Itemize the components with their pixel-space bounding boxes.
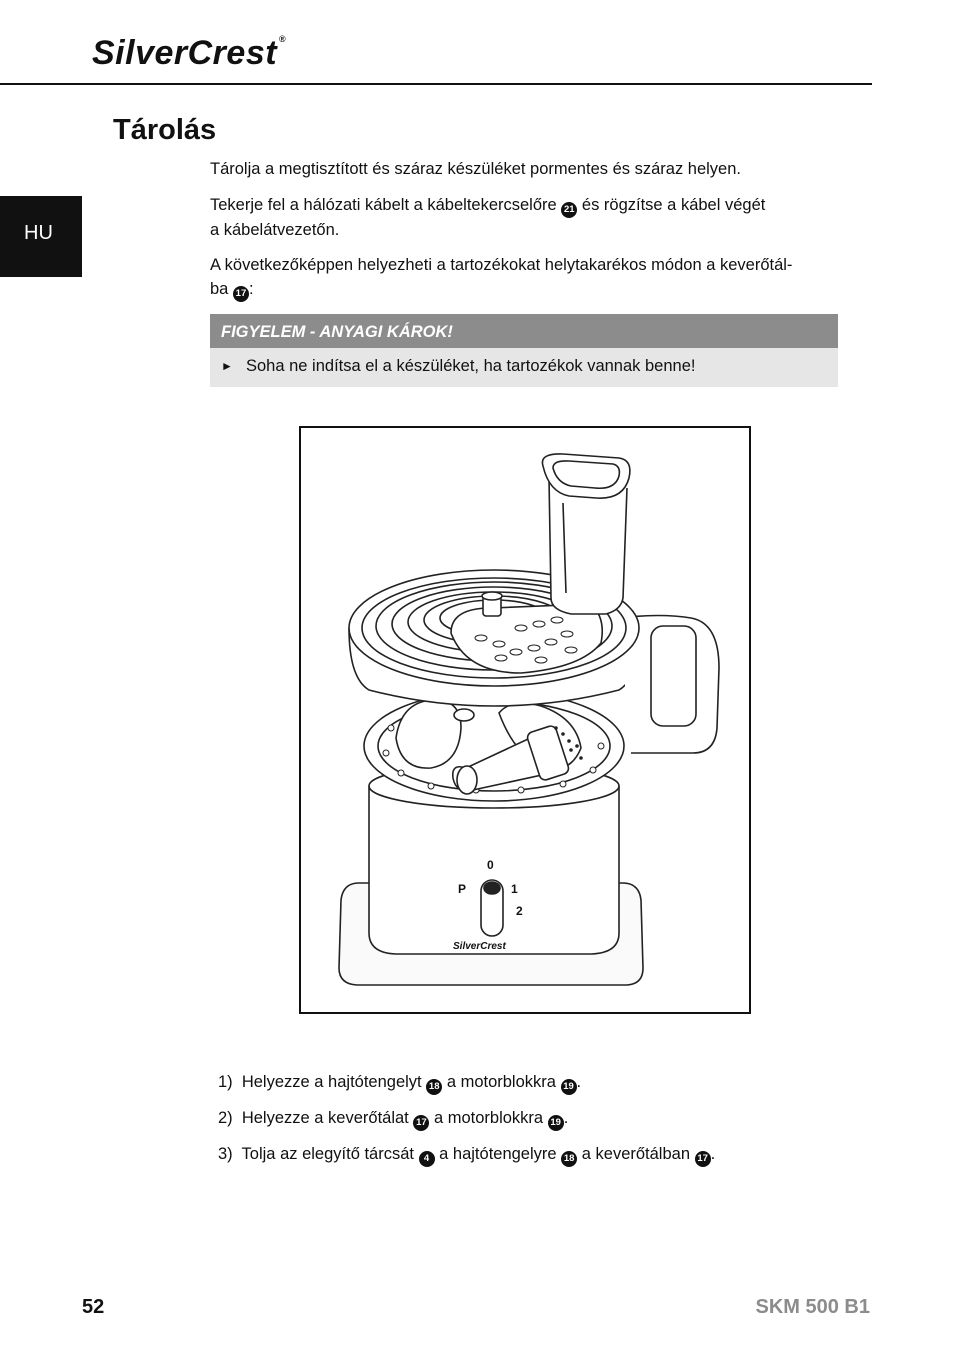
bullet-arrow-icon: ► — [221, 359, 233, 373]
warning-box — [210, 314, 838, 387]
registered-mark: ® — [279, 34, 287, 44]
page-number: 52 — [82, 1296, 105, 1318]
header-rule — [0, 83, 872, 85]
brand-logo — [92, 34, 286, 73]
ref-number: 17 — [695, 1151, 711, 1167]
step-number: 2) — [218, 1109, 233, 1127]
food-processor-illustration — [299, 426, 751, 1014]
step-3 — [218, 1143, 715, 1167]
ref-number: 19 — [548, 1115, 564, 1131]
step-2 — [218, 1107, 568, 1131]
paragraph-cable-text: Tekerje fel a hálózati kábelt a kábeltekercselőre — [210, 196, 557, 214]
step-text: a motorblokkra — [433, 1109, 544, 1127]
ref-number: 17 — [233, 286, 249, 302]
warning-body — [210, 348, 838, 387]
paragraph-storage: Tárolja a megtisztított és száraz készüléket pormentes és száraz helyen. — [210, 160, 741, 178]
step-text: a hajtótengelyre — [439, 1145, 557, 1163]
step-text: . — [563, 1109, 569, 1127]
paragraph-cable-text-3: a kábelátvezetőn. — [210, 221, 340, 239]
ref-number: 19 — [561, 1079, 577, 1095]
warning-text: Soha ne indítsa el a készüléket, ha tartozékok vannak benne! — [246, 357, 696, 375]
warning-heading: FIGYELEM - ANYAGI KÁROK! — [210, 314, 838, 348]
paragraph-accessories-colon: : — [248, 280, 254, 298]
step-text: a motorblokkra — [446, 1073, 556, 1091]
paragraph-cable — [210, 193, 835, 242]
brand-name: SilverCrest — [92, 34, 278, 72]
paragraph-accessories-text-2: ba — [210, 280, 229, 298]
step-number: 1) — [218, 1073, 233, 1091]
step-number: 3) — [218, 1145, 233, 1163]
switch-label-p: P — [458, 882, 467, 896]
step-text: Tolja az elegyítő tárcsát — [241, 1145, 414, 1163]
step-text: a keverőtálban — [581, 1145, 691, 1163]
paragraph-accessories — [210, 253, 835, 302]
switch-label-1: 1 — [511, 882, 518, 896]
paragraph-accessories-text: A következőképpen helyezheti a tartozékokat helytakarékos módon a keverőtál- — [210, 256, 793, 274]
ref-number: 17 — [413, 1115, 429, 1131]
step-text: . — [576, 1073, 582, 1091]
step-text: . — [710, 1145, 716, 1163]
language-label: HU — [24, 222, 53, 244]
ref-number: 18 — [561, 1151, 577, 1167]
step-text: Helyezze a keverőtálat — [241, 1109, 409, 1127]
switch-label-0: 0 — [487, 858, 494, 872]
switch-label-2: 2 — [516, 904, 523, 918]
step-1 — [218, 1071, 581, 1095]
device-brand-label: SilverCrest — [453, 941, 506, 952]
ref-number: 4 — [419, 1151, 435, 1167]
paragraph-cable-text-2: és rögzítse a kábel végét — [581, 196, 766, 214]
page-title: Tárolás — [113, 114, 217, 146]
model-number: SKM 500 B1 — [755, 1296, 870, 1318]
step-text: Helyezze a hajtótengelyt — [241, 1073, 422, 1091]
language-tab — [0, 196, 82, 277]
ref-number: 18 — [426, 1079, 442, 1095]
ref-number: 21 — [561, 202, 577, 218]
